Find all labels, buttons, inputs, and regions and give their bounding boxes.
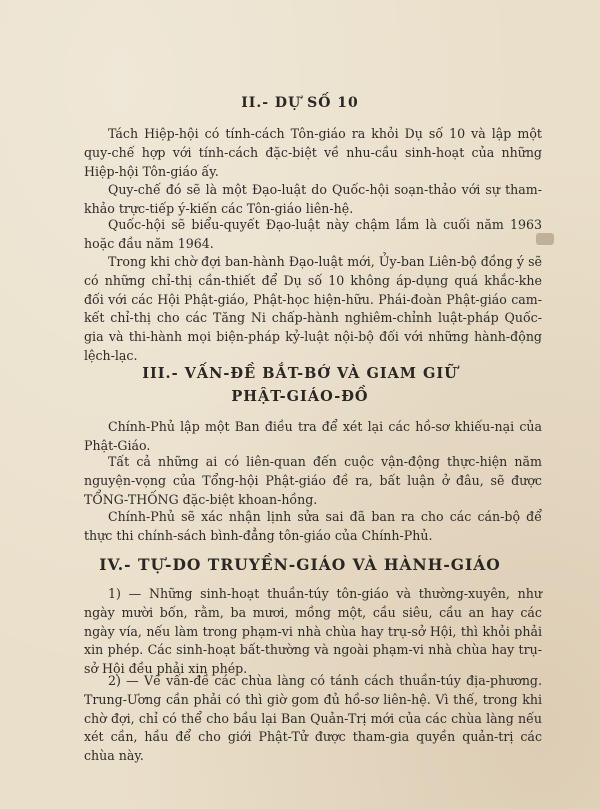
section-heading-ii: II.- DỰ SỐ 10 (241, 95, 359, 111)
section-ii-paragraph-2: Quy-chế đó sẽ là một Đạo-luật do Quốc-hội soạn-thảo với sự tham-khảo trực-tiếp ý-kiến các Tôn-giáo liên-hệ. (84, 182, 542, 216)
section-ii-paragraph-4: Trong khi chờ đợi ban-hành Đạo-luật mới, Ủy-ban Liên-bộ đồng ý sẽ có những chỉ-thị cần-thiết để Dụ số 10 không áp-dụng quá khắc-khe đối với các Hội Phật-giáo, Phật-học hiện-hữu. Phái-đoàn Phật-giáo cam-kết chỉ-thị cho các Tăng Ni chấp-hành nghiêm-chỉnh luật-pháp Quốc-gia và thi-hành mọi biện-pháp kỷ-luật nội-bộ đối với những hành-động lệch-lạc. (84, 254, 542, 363)
section-ii-paragraph-3: Quốc-hội sẽ biểu-quyết Đạo-luật này chậm lắm là cuối năm 1963 hoặc đầu năm 1964. (84, 217, 542, 251)
section-ii-paragraph-1: Tách Hiệp-hội có tính-cách Tôn-giáo ra khỏi Dụ số 10 và lập một quy-chế hợp với tính-cách đặc-biệt về nhu-cầu sinh-hoạt của những Hiệp-hội Tôn-giáo ấy. (84, 126, 542, 179)
section-iv-paragraph-1: 1) — Những sinh-hoạt thuần-túy tôn-giáo và thường-xuyên, như ngày mười bốn, rằm, ba mươi, mồng một, cầu siêu, cầu an hay các ngày vía, nếu làm trong phạm-vi nhà chùa hay trụ-sở Hội, thì khỏi phải xin phép. Các sinh-hoạt bất-thường và ngoài phạm-vi nhà chùa hay trụ-sở Hội đều phải xin phép. (84, 586, 542, 677)
ink-smudge (536, 233, 554, 245)
section-iii-paragraph-3: Chính-Phủ sẽ xác nhận lịnh sửa sai đã ban ra cho các cán-bộ để thực thi chính-sách bình-đẳng tôn-giáo của Chính-Phủ. (84, 509, 542, 543)
section-iv-paragraph-2: 2) — Về vấn-đề các chùa làng có tánh cách thuần-túy địa-phương. Trung-Ương cần phải có thì giờ gom đủ hồ-sơ liên-hệ. Vì thế, trong khi chờ đợi, chỉ có thể cho bầu lại Ban Quản-Trị mới của các chùa làng nếu xét cần, hầu để cho giới Phật-Tử được tham-gia quyền quản-trị các chùa này. (84, 673, 542, 764)
section-heading-iii-line-1: III.- VẤN-ĐỀ BẮT-BỚ VÀ GIAM GIỮ (142, 365, 458, 382)
section-heading-iii-line-2: PHẬT-GIÁO-ĐỒ (231, 388, 369, 405)
section-iii-paragraph-2: Tất cả những ai có liên-quan đến cuộc vận-động thực-hiện năm nguyện-vọng của Tổng-hội Phật-giáo đề ra, bất luận ở đâu, sẽ được TỔNG-THỐNG đặc-biệt khoan-hồng. (84, 454, 542, 507)
section-iii-paragraph-1: Chính-Phủ lập một Ban điều tra để xét lại các hồ-sơ khiếu-nại của Phật-Giáo. (84, 419, 542, 453)
section-heading-iv: IV.- TỰ-DO TRUYỀN-GIÁO VÀ HÀNH-GIÁO (99, 555, 501, 574)
